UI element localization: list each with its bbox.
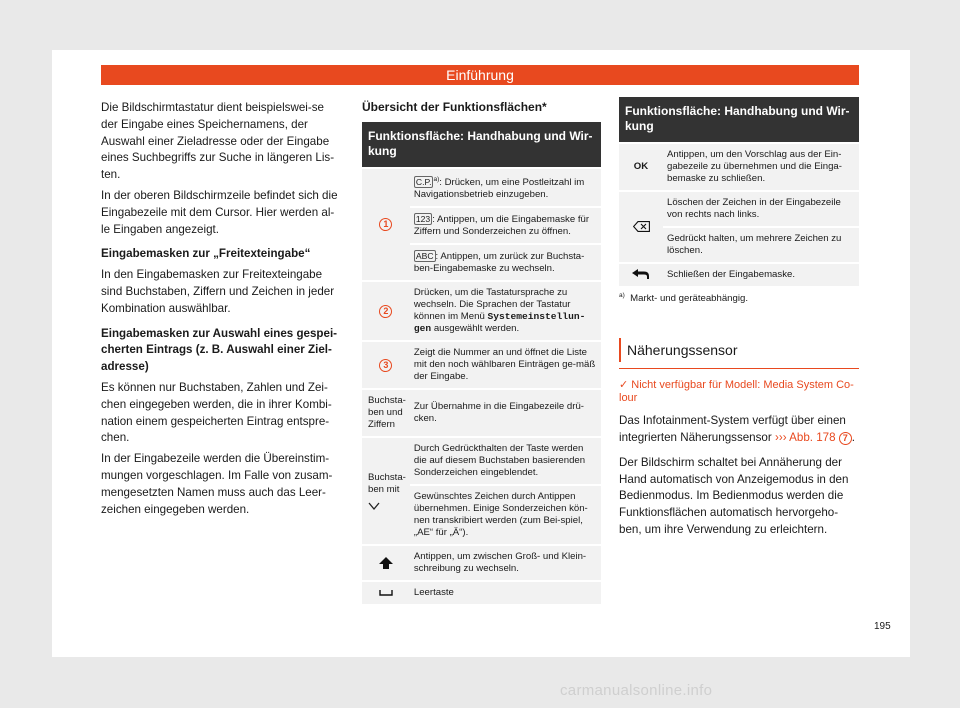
row-text: Durch Gedrückthalten der Taste werden die auf diesem Buchstaben basierenden Sonderzeichen eingeblendet. xyxy=(410,436,601,484)
table-row xyxy=(362,167,601,206)
row-text: Gewünschtes Zeichen durch Antippen übernehmen. Einige Sonderzeichen kön-nen transkribiert werden (zum Bei-spiel, „AE“ für „Ä“). xyxy=(410,484,601,544)
paragraph: In der Eingabezeile werden die Übereinstim-mungen vorgeschlagen. Im Falle von zusam-mengesetzten Namen muss auch das Leer-zeichen eingegeben werden. xyxy=(101,452,333,516)
footnote-mark: a) xyxy=(433,176,440,183)
function-table xyxy=(362,122,601,604)
table-header: Funktionsfläche: Handhabung und Wir-kung xyxy=(619,97,859,142)
row-key: OK xyxy=(619,142,663,190)
checkmark-icon: ✓ xyxy=(619,379,629,392)
chapter-header: Einführung xyxy=(101,65,859,85)
back-arrow-icon xyxy=(632,269,650,280)
callout-number: 7 xyxy=(839,432,852,445)
paragraph-text: . xyxy=(851,431,856,445)
table-row xyxy=(362,436,601,484)
watermark: carmanualsonline.info xyxy=(560,682,713,699)
key-label: 123 xyxy=(415,214,431,225)
key-label: C.P. xyxy=(415,177,432,188)
table-row xyxy=(362,580,601,604)
row-text: Leertaste xyxy=(410,580,601,604)
shift-arrow-icon xyxy=(379,557,393,569)
section-heading: Näherungssensor xyxy=(619,338,859,362)
table-row xyxy=(619,142,859,190)
callout-number: 3 xyxy=(379,359,392,372)
column-continued xyxy=(619,97,859,539)
space-icon xyxy=(379,590,393,596)
row-text: ausgewählt werden. xyxy=(431,323,520,335)
row-text: Antippen, um zwischen Groß- und Klein-schreibung zu wechseln. xyxy=(410,544,601,580)
row-text: : Antippen, um zurück zur Buchsta-ben-Eingabemaske zu wechseln. xyxy=(413,251,585,275)
table-row xyxy=(362,544,601,580)
menu-name: Systemeinstellun-gen xyxy=(413,311,586,335)
callout-number: 1 xyxy=(379,218,392,231)
paragraph xyxy=(619,413,859,447)
table-row xyxy=(362,340,601,388)
paragraph: Es können nur Buchstaben, Zahlen und Zei-chen eingegeben werden, die in ihrer Kombi-nation einem gespeicherten Eintrag entspre-chen. xyxy=(101,380,332,445)
row-text: Drücken, um die Tastatursprache zu wechseln. Die Sprachen der Tastatur können im Menü xyxy=(413,287,571,323)
row-text: Zeigt die Nummer an und öffnet die Liste mit den noch wählbaren Einträgen ge-mäß der Eingabe. xyxy=(410,340,601,388)
row-key: Buchsta-ben mit xyxy=(368,471,406,495)
function-table xyxy=(619,97,859,286)
table-header: Funktionsfläche: Handhabung und Wir-kung xyxy=(362,122,601,167)
paragraph: In der oberen Bildschirmzeile befindet sich die Eingabezeile mit dem Cursor. Hier werden al-le Eingaben angezeigt. xyxy=(101,188,338,236)
availability-note xyxy=(619,379,859,405)
footnote-mark: a) xyxy=(619,292,625,300)
row-text: Gedrückt halten, um mehrere Zeichen zu löschen. xyxy=(663,226,859,262)
paragraph: In den Eingabemasken zur Freitexteingabe sind Buchstaben, Ziffern und Zeichen in jeder Kombination auswählbar. xyxy=(101,268,335,315)
section-divider xyxy=(619,368,859,369)
availability-text: Nicht verfügbar für Modell: Media System Co-lour xyxy=(619,379,854,405)
table-row xyxy=(619,262,859,286)
subheading: Eingabemasken zur Auswahl eines gespei-cherten Eintrags (z. B. Auswahl einer Ziel-adresse) xyxy=(101,326,338,374)
row-text: Antippen, um den Vorschlag aus der Ein-gabezeile zu übernehmen und die Einga-bemaske zu schließen. xyxy=(663,142,859,190)
row-text: : Antippen, um die Eingabemaske für Ziffern und Sonderzeichen zu öffnen. xyxy=(413,214,590,238)
figure-reference-link[interactable]: ››› Abb. 178 xyxy=(774,431,836,445)
paragraph-text: Das Infotainment-System verfügt über einen integrierten Näherungssensor xyxy=(619,414,846,445)
column-overview xyxy=(362,100,601,604)
row-key: Buchsta-ben und Ziffern xyxy=(362,388,410,436)
footnote-text: Markt- und geräteabhängig. xyxy=(630,293,748,305)
table-row xyxy=(362,280,601,340)
row-text: Löschen der Zeichen in der Eingabezeile von rechts nach links. xyxy=(663,190,859,226)
row-text: Schließen der Eingabemaske. xyxy=(663,262,859,286)
paragraph: Der Bildschirm schaltet bei Annäherung der Hand automatisch von Anzeigemodus in den Bedienmodus. Im Bedienmodus werden die Funktionsflächen automatisch hervorgeho-ben, um ihre Verwendung zu erleichtern. xyxy=(619,455,849,536)
table-row xyxy=(619,190,859,226)
column-intro xyxy=(101,100,341,522)
table-row xyxy=(362,388,601,436)
row-text: Zur Übernahme in die Eingabezeile drü-cken. xyxy=(410,388,601,436)
key-label: ABC xyxy=(415,251,434,262)
chevron-down-icon xyxy=(368,502,380,511)
paragraph: Die Bildschirmtastatur dient beispielswei-se der Eingabe eines Speichernamens, der Auswahl einer Zieladresse oder der Eingabe eines Suchbegriffs zur Suche in längeren Lis-ten. xyxy=(101,101,335,182)
section-title: Übersicht der Funktionsflächen* xyxy=(362,100,547,114)
callout-number: 2 xyxy=(379,305,392,318)
row-text: : Drücken, um eine Postleitzahl im Navigationsbetrieb einzugeben. xyxy=(413,177,585,201)
backspace-icon xyxy=(633,221,650,232)
footnote xyxy=(619,292,859,304)
subheading: Eingabemasken zur „Freitexteingabe“ xyxy=(101,247,311,261)
page-number: 195 xyxy=(874,621,891,632)
